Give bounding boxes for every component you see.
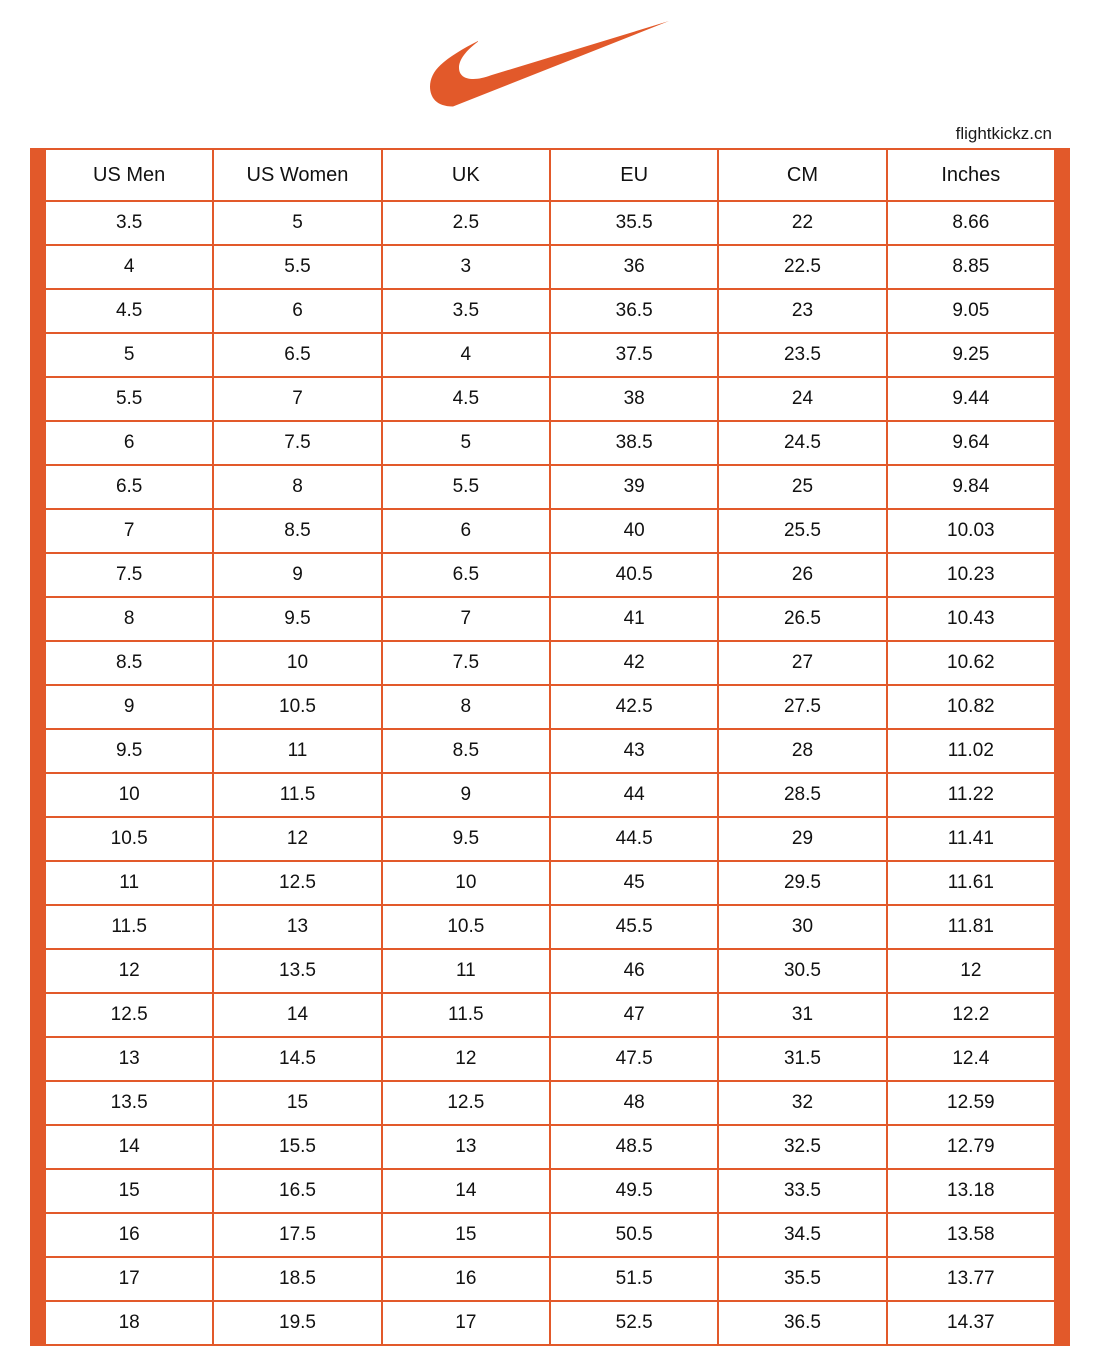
table-row <box>45 1213 1055 1257</box>
table-row <box>45 861 1055 905</box>
table-cell: 17.5 <box>213 1213 381 1257</box>
table-cell: 15 <box>213 1081 381 1125</box>
table-cell: 10 <box>45 773 213 817</box>
brand-logo-container <box>0 0 1100 120</box>
table-cell: 36 <box>550 245 718 289</box>
table-cell: 28 <box>718 729 886 773</box>
table-row <box>45 1125 1055 1169</box>
table-cell: 12.5 <box>213 861 381 905</box>
table-cell: 10.82 <box>887 685 1055 729</box>
table-cell: 33.5 <box>718 1169 886 1213</box>
table-cell: 6 <box>382 509 550 553</box>
table-cell: 25.5 <box>718 509 886 553</box>
table-row <box>45 817 1055 861</box>
table-cell: 46 <box>550 949 718 993</box>
table-header-row <box>45 149 1055 201</box>
table-cell: 23.5 <box>718 333 886 377</box>
table-cell: 4.5 <box>382 377 550 421</box>
table-cell: 5.5 <box>213 245 381 289</box>
table-cell: 32.5 <box>718 1125 886 1169</box>
table-cell: 44.5 <box>550 817 718 861</box>
table-cell: 12.79 <box>887 1125 1055 1169</box>
table-cell: 2.5 <box>382 201 550 245</box>
table-cell: 40.5 <box>550 553 718 597</box>
table-cell: 13.18 <box>887 1169 1055 1213</box>
table-cell: 10.03 <box>887 509 1055 553</box>
table-cell: 6.5 <box>45 465 213 509</box>
table-cell: 45.5 <box>550 905 718 949</box>
table-cell: 22.5 <box>718 245 886 289</box>
table-cell: 7 <box>382 597 550 641</box>
table-cell: 15 <box>382 1213 550 1257</box>
table-cell: 42 <box>550 641 718 685</box>
table-cell: 10.62 <box>887 641 1055 685</box>
table-cell: 40 <box>550 509 718 553</box>
table-row <box>45 949 1055 993</box>
table-cell: 27.5 <box>718 685 886 729</box>
table-row <box>45 685 1055 729</box>
table-cell: 11.41 <box>887 817 1055 861</box>
table-cell: 11 <box>213 729 381 773</box>
table-row <box>45 1257 1055 1301</box>
table-cell: 4.5 <box>45 289 213 333</box>
table-cell: 52.5 <box>550 1301 718 1345</box>
table-cell: 10.5 <box>213 685 381 729</box>
table-cell: 45 <box>550 861 718 905</box>
table-cell: 36.5 <box>718 1301 886 1345</box>
table-cell: 11.81 <box>887 905 1055 949</box>
table-cell: 30 <box>718 905 886 949</box>
table-row <box>45 1037 1055 1081</box>
table-cell: 18.5 <box>213 1257 381 1301</box>
column-header-uk: UK <box>382 149 550 201</box>
site-watermark: flightkickz.cn <box>955 124 1052 143</box>
table-cell: 11 <box>382 949 550 993</box>
table-cell: 7.5 <box>382 641 550 685</box>
table-cell: 16 <box>382 1257 550 1301</box>
table-cell: 38 <box>550 377 718 421</box>
table-cell: 9.5 <box>45 729 213 773</box>
table-cell: 30.5 <box>718 949 886 993</box>
table-cell: 9.25 <box>887 333 1055 377</box>
table-cell: 5.5 <box>382 465 550 509</box>
table-cell: 37.5 <box>550 333 718 377</box>
table-cell: 11 <box>45 861 213 905</box>
table-cell: 5.5 <box>45 377 213 421</box>
table-cell: 16.5 <box>213 1169 381 1213</box>
table-row <box>45 553 1055 597</box>
table-cell: 48.5 <box>550 1125 718 1169</box>
shoe-size-table <box>44 148 1056 1346</box>
table-cell: 26.5 <box>718 597 886 641</box>
table-cell: 12.4 <box>887 1037 1055 1081</box>
table-cell: 12.2 <box>887 993 1055 1037</box>
table-cell: 13.77 <box>887 1257 1055 1301</box>
table-cell: 31.5 <box>718 1037 886 1081</box>
table-row <box>45 465 1055 509</box>
table-cell: 13.58 <box>887 1213 1055 1257</box>
table-cell: 6 <box>213 289 381 333</box>
table-cell: 15 <box>45 1169 213 1213</box>
table-cell: 8.5 <box>45 641 213 685</box>
table-cell: 41 <box>550 597 718 641</box>
table-cell: 39 <box>550 465 718 509</box>
column-header-cm: CM <box>718 149 886 201</box>
column-header-us-men: US Men <box>45 149 213 201</box>
table-cell: 10.43 <box>887 597 1055 641</box>
table-cell: 23 <box>718 289 886 333</box>
table-cell: 12.5 <box>382 1081 550 1125</box>
table-cell: 35.5 <box>718 1257 886 1301</box>
table-cell: 38.5 <box>550 421 718 465</box>
table-row <box>45 509 1055 553</box>
table-cell: 9.64 <box>887 421 1055 465</box>
table-cell: 12.5 <box>45 993 213 1037</box>
table-cell: 12 <box>887 949 1055 993</box>
table-cell: 13.5 <box>213 949 381 993</box>
column-header-us-women: US Women <box>213 149 381 201</box>
table-row <box>45 1301 1055 1345</box>
table-cell: 11.61 <box>887 861 1055 905</box>
table-row <box>45 993 1055 1037</box>
table-row <box>45 245 1055 289</box>
table-cell: 44 <box>550 773 718 817</box>
table-cell: 9.84 <box>887 465 1055 509</box>
column-header-eu: EU <box>550 149 718 201</box>
table-cell: 10.23 <box>887 553 1055 597</box>
table-cell: 10 <box>382 861 550 905</box>
table-cell: 28.5 <box>718 773 886 817</box>
table-cell: 47.5 <box>550 1037 718 1081</box>
table-cell: 12 <box>45 949 213 993</box>
table-cell: 8.5 <box>382 729 550 773</box>
table-row <box>45 641 1055 685</box>
table-header <box>45 149 1055 201</box>
table-cell: 4 <box>45 245 213 289</box>
table-cell: 50.5 <box>550 1213 718 1257</box>
table-cell: 8 <box>382 685 550 729</box>
table-row <box>45 201 1055 245</box>
table-row <box>45 377 1055 421</box>
table-cell: 51.5 <box>550 1257 718 1301</box>
table-cell: 3.5 <box>45 201 213 245</box>
table-cell: 43 <box>550 729 718 773</box>
table-cell: 8.5 <box>213 509 381 553</box>
table-cell: 26 <box>718 553 886 597</box>
table-cell: 15.5 <box>213 1125 381 1169</box>
table-cell: 14.37 <box>887 1301 1055 1345</box>
table-cell: 17 <box>45 1257 213 1301</box>
table-cell: 6.5 <box>382 553 550 597</box>
table-cell: 10.5 <box>45 817 213 861</box>
table-cell: 19.5 <box>213 1301 381 1345</box>
table-cell: 7.5 <box>45 553 213 597</box>
table-row <box>45 289 1055 333</box>
table-cell: 9.44 <box>887 377 1055 421</box>
table-cell: 13 <box>45 1037 213 1081</box>
table-cell: 9 <box>45 685 213 729</box>
table-cell: 14 <box>213 993 381 1037</box>
nike-swoosh-icon <box>430 21 670 107</box>
table-row <box>45 1081 1055 1125</box>
table-row <box>45 773 1055 817</box>
table-cell: 48 <box>550 1081 718 1125</box>
table-cell: 7 <box>45 509 213 553</box>
table-cell: 5 <box>213 201 381 245</box>
table-cell: 5 <box>45 333 213 377</box>
table-row <box>45 597 1055 641</box>
table-cell: 3.5 <box>382 289 550 333</box>
table-cell: 36.5 <box>550 289 718 333</box>
table-row <box>45 1169 1055 1213</box>
table-cell: 9.05 <box>887 289 1055 333</box>
table-row <box>45 729 1055 773</box>
table-row <box>45 421 1055 465</box>
table-cell: 24.5 <box>718 421 886 465</box>
table-cell: 13 <box>382 1125 550 1169</box>
table-cell: 7.5 <box>213 421 381 465</box>
table-cell: 42.5 <box>550 685 718 729</box>
table-cell: 11.5 <box>213 773 381 817</box>
table-cell: 14 <box>45 1125 213 1169</box>
table-cell: 11.5 <box>45 905 213 949</box>
table-cell: 12.59 <box>887 1081 1055 1125</box>
table-cell: 8 <box>213 465 381 509</box>
table-cell: 8 <box>45 597 213 641</box>
table-cell: 12 <box>213 817 381 861</box>
table-cell: 6.5 <box>213 333 381 377</box>
table-cell: 3 <box>382 245 550 289</box>
table-cell: 13 <box>213 905 381 949</box>
table-cell: 8.85 <box>887 245 1055 289</box>
table-cell: 8.66 <box>887 201 1055 245</box>
table-cell: 25 <box>718 465 886 509</box>
table-cell: 12 <box>382 1037 550 1081</box>
table-cell: 17 <box>382 1301 550 1345</box>
table-cell: 13.5 <box>45 1081 213 1125</box>
table-cell: 9.5 <box>213 597 381 641</box>
table-cell: 24 <box>718 377 886 421</box>
table-cell: 18 <box>45 1301 213 1345</box>
table-cell: 31 <box>718 993 886 1037</box>
table-cell: 49.5 <box>550 1169 718 1213</box>
table-cell: 47 <box>550 993 718 1037</box>
table-cell: 32 <box>718 1081 886 1125</box>
table-cell: 29.5 <box>718 861 886 905</box>
table-cell: 10 <box>213 641 381 685</box>
table-cell: 34.5 <box>718 1213 886 1257</box>
table-row <box>45 905 1055 949</box>
table-cell: 14 <box>382 1169 550 1213</box>
table-cell: 14.5 <box>213 1037 381 1081</box>
table-cell: 5 <box>382 421 550 465</box>
table-cell: 22 <box>718 201 886 245</box>
table-cell: 9 <box>213 553 381 597</box>
table-cell: 35.5 <box>550 201 718 245</box>
table-cell: 4 <box>382 333 550 377</box>
column-header-inches: Inches <box>887 149 1055 201</box>
table-cell: 27 <box>718 641 886 685</box>
table-cell: 29 <box>718 817 886 861</box>
table-cell: 9.5 <box>382 817 550 861</box>
table-row <box>45 333 1055 377</box>
size-chart-frame <box>30 148 1070 1346</box>
table-cell: 16 <box>45 1213 213 1257</box>
table-cell: 11.5 <box>382 993 550 1037</box>
table-cell: 11.02 <box>887 729 1055 773</box>
table-cell: 10.5 <box>382 905 550 949</box>
table-cell: 11.22 <box>887 773 1055 817</box>
table-cell: 9 <box>382 773 550 817</box>
table-cell: 6 <box>45 421 213 465</box>
table-cell: 7 <box>213 377 381 421</box>
table-body <box>45 201 1055 1345</box>
